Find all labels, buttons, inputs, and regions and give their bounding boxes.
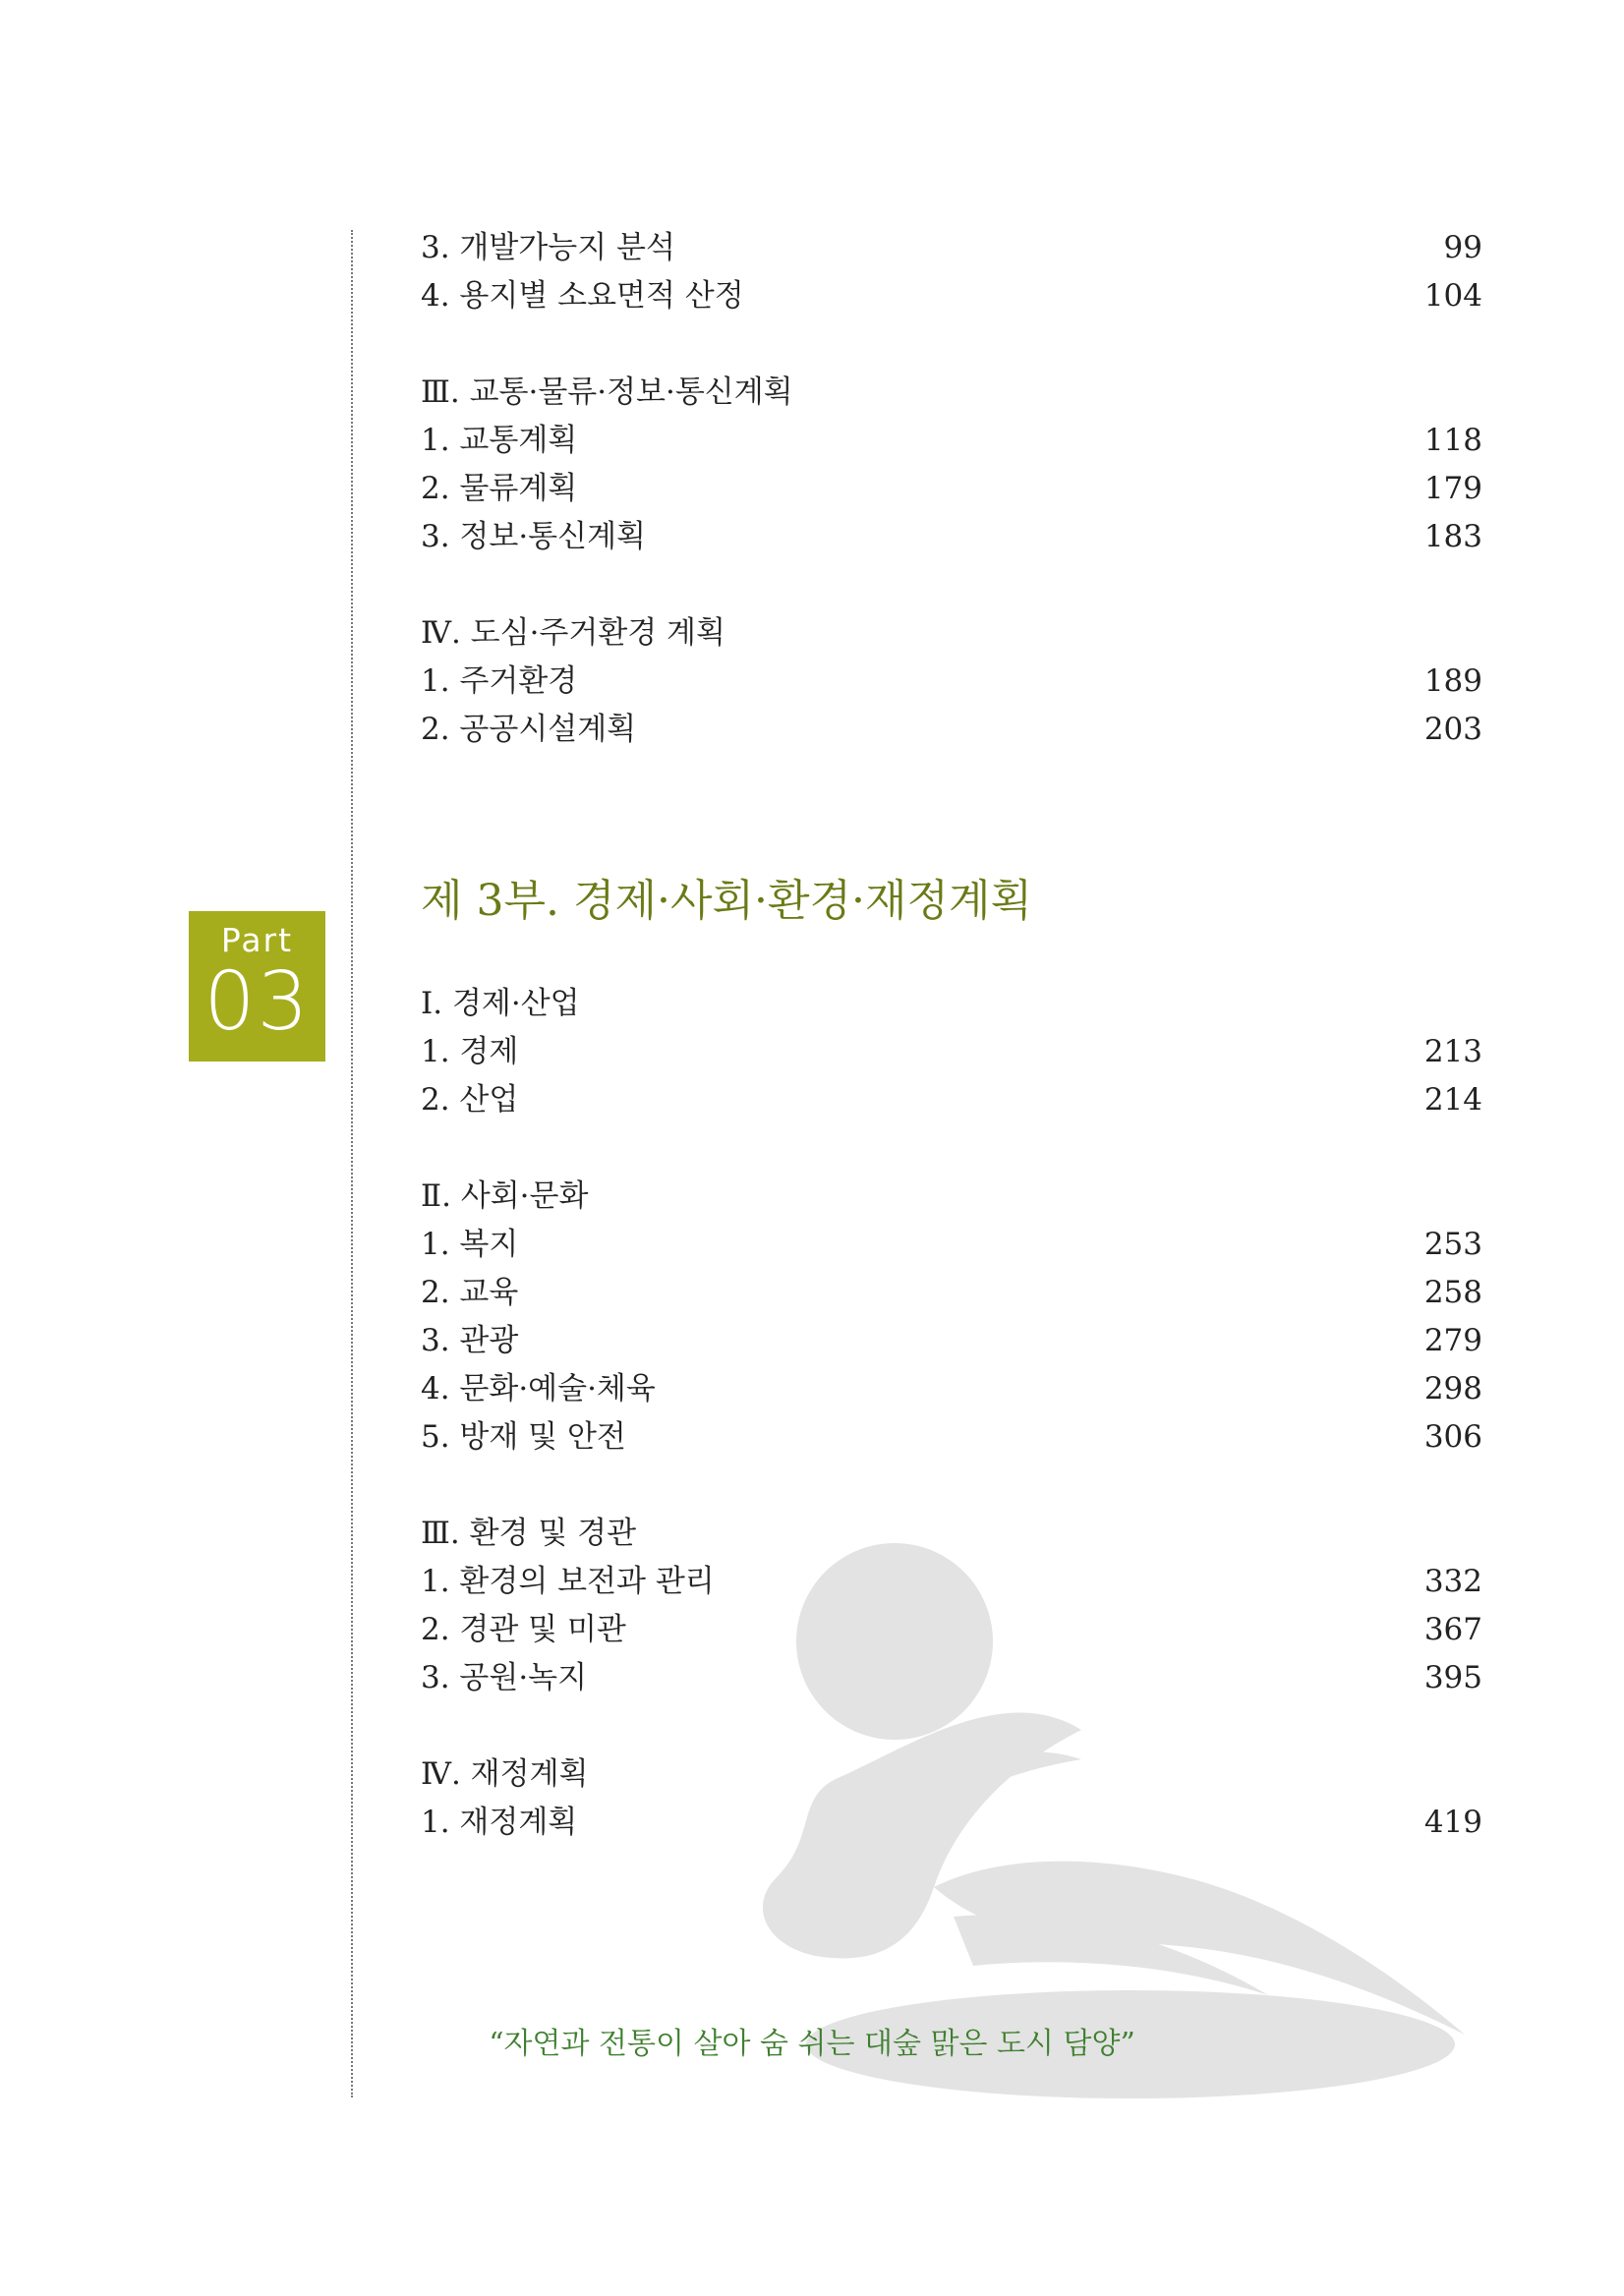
toc-entry-label: 3. 공원·녹지 bbox=[421, 1660, 588, 1695]
toc-entry-label: 2. 공공시설계획 bbox=[421, 712, 637, 747]
section-heading[interactable]: Ⅲ. 환경 및 경관 bbox=[421, 1516, 637, 1551]
part-number: 03 bbox=[203, 955, 311, 1049]
toc-entry[interactable] bbox=[421, 1028, 1482, 1076]
toc-entry-label: 4. 용지별 소요면적 산정 bbox=[421, 278, 744, 314]
section-heading[interactable]: Ⅰ. 경제·산업 bbox=[421, 986, 580, 1021]
toc-entry-page: 203 bbox=[1423, 712, 1482, 747]
toc-entry-label: 4. 문화·예술·체육 bbox=[421, 1371, 656, 1406]
toc-entry-page: 214 bbox=[1423, 1082, 1482, 1118]
toc-entry-label: 5. 방재 및 안전 bbox=[421, 1419, 626, 1455]
toc-entry-page: 298 bbox=[1423, 1371, 1482, 1406]
dotted-divider bbox=[351, 230, 353, 2097]
toc-entry[interactable] bbox=[421, 706, 1482, 754]
toc-entry[interactable] bbox=[421, 224, 1482, 272]
toc-entry-page: 367 bbox=[1423, 1612, 1482, 1647]
toc-entry-page: 104 bbox=[1423, 278, 1482, 314]
toc-entry-label: 3. 관광 bbox=[421, 1323, 519, 1358]
toc-entry-label: 1. 경제 bbox=[421, 1034, 519, 1069]
toc-entry[interactable] bbox=[421, 272, 1482, 320]
toc-entry[interactable] bbox=[421, 1558, 1482, 1606]
toc-entry-label: 2. 산업 bbox=[421, 1082, 519, 1118]
toc-entry[interactable] bbox=[421, 1606, 1482, 1654]
toc-entry-label: 2. 경관 및 미관 bbox=[421, 1612, 626, 1647]
toc-entry[interactable] bbox=[421, 1799, 1482, 1847]
section-heading[interactable]: Ⅲ. 교통·물류·정보·통신계획 bbox=[421, 374, 793, 410]
toc-entry-page: 183 bbox=[1423, 519, 1482, 554]
toc-entry-page: 213 bbox=[1423, 1034, 1482, 1069]
toc-entry-page: 306 bbox=[1423, 1419, 1482, 1455]
toc-entry-label: 1. 재정계획 bbox=[421, 1805, 578, 1840]
toc-entry-page: 395 bbox=[1423, 1660, 1482, 1695]
toc-entry[interactable] bbox=[421, 658, 1482, 706]
part-label: Part bbox=[220, 921, 294, 959]
toc-entry-label: 2. 교육 bbox=[421, 1275, 519, 1310]
toc-entry-page: 258 bbox=[1423, 1275, 1482, 1310]
toc-entry[interactable] bbox=[421, 513, 1482, 561]
part-title[interactable]: 제 3부. 경제·사회·환경·재정계획 bbox=[421, 876, 1032, 926]
section-heading[interactable]: Ⅱ. 사회·문화 bbox=[421, 1178, 589, 1214]
table-of-contents bbox=[421, 224, 1482, 1847]
toc-entry-label: 1. 복지 bbox=[421, 1227, 519, 1262]
toc-entry-page: 332 bbox=[1423, 1564, 1482, 1599]
toc-entry-page: 118 bbox=[1423, 423, 1482, 458]
toc-entry[interactable] bbox=[421, 1076, 1482, 1124]
toc-entry-label: 1. 환경의 보전과 관리 bbox=[421, 1564, 715, 1599]
section-heading[interactable]: Ⅳ. 재정계획 bbox=[421, 1756, 589, 1792]
toc-entry[interactable] bbox=[421, 1317, 1482, 1365]
toc-entry[interactable] bbox=[421, 1413, 1482, 1462]
toc-entry-page: 419 bbox=[1423, 1805, 1482, 1840]
toc-entry-label: 1. 주거환경 bbox=[421, 663, 578, 699]
toc-entry[interactable] bbox=[421, 1221, 1482, 1269]
toc-entry-page: 99 bbox=[1443, 230, 1482, 265]
toc-entry-label: 3. 개발가능지 분석 bbox=[421, 230, 675, 265]
toc-entry-page: 279 bbox=[1423, 1323, 1482, 1358]
toc-entry[interactable] bbox=[421, 1654, 1482, 1702]
toc-entry[interactable] bbox=[421, 465, 1482, 513]
toc-entry[interactable] bbox=[421, 1365, 1482, 1413]
toc-entry-page: 189 bbox=[1423, 663, 1482, 699]
toc-entry[interactable] bbox=[421, 417, 1482, 465]
toc-entry-label: 3. 정보·통신계획 bbox=[421, 519, 646, 554]
part-badge bbox=[189, 911, 325, 1062]
section-heading[interactable]: Ⅳ. 도심·주거환경 계획 bbox=[421, 615, 725, 651]
toc-entry-page: 253 bbox=[1423, 1227, 1482, 1262]
toc-entry-label: 1. 교통계획 bbox=[421, 423, 578, 458]
toc-entry[interactable] bbox=[421, 1269, 1482, 1317]
toc-entry-page: 179 bbox=[1423, 471, 1482, 506]
toc-entry-label: 2. 물류계획 bbox=[421, 471, 578, 506]
slogan: “자연과 전통이 살아 숨 쉬는 대숲 맑은 도시 담양” bbox=[489, 2027, 1135, 2061]
